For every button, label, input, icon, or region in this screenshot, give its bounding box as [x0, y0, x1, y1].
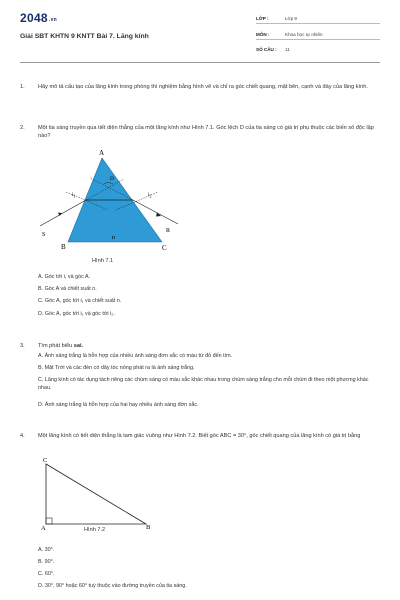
q2-option-d[interactable]: D. Góc A, góc tới i₁ và góc tới i₂. [38, 311, 115, 317]
logo-suffix: .vn [48, 17, 58, 23]
right-angle-mark [46, 518, 52, 524]
question-3 [20, 342, 382, 352]
q3-option-c[interactable]: C. Lăng kính có tác dụng tách riêng các chùm sáng có màu sắc khác nhau trong chùm sáng trắng cho mỗi chùm đi theo một phương khác nhau. [38, 377, 369, 391]
subject-label: MÔN : [256, 32, 270, 37]
deviation-label: D [110, 176, 114, 182]
vertex-a-label: A [99, 149, 105, 157]
vertex-c-label: C [162, 244, 167, 252]
question-2 [20, 124, 382, 144]
q4-option-b[interactable]: B. 90°. [38, 559, 55, 565]
q4-option-c[interactable]: C. 60°. [38, 571, 55, 577]
ray-s-label: S [42, 232, 46, 238]
class-label: LỚP : [256, 16, 269, 21]
question-number: 2. [20, 125, 25, 131]
site-logo[interactable] [20, 11, 57, 25]
question-count-label: SỐ CÂU : [256, 47, 277, 52]
refractive-index-label: n [112, 235, 115, 241]
vertex-b-label: B [61, 243, 66, 251]
page-header [0, 0, 400, 62]
vertex-a-label: A [41, 525, 46, 532]
question-1 [20, 83, 382, 103]
question-text: Tìm phát biểu sai. [38, 343, 84, 349]
q3-option-a[interactable]: A. Ánh sáng trắng là hỗn hợp của nhiều ánh sáng đơn sắc có màu từ đỏ đến tím. [38, 353, 233, 359]
q4-option-d[interactable]: D. 30°, 90° hoặc 60° tuỳ thuộc vào đường truyền của tia sáng. [38, 583, 187, 589]
q4-option-a[interactable]: A. 30°. [38, 547, 55, 553]
figure-7-1-caption: Hình 7.1 [92, 258, 114, 264]
q3-option-d[interactable]: D. Ánh sáng trắng là hỗn hợp của hai hay nhiều ánh sáng đơn sắc. [38, 402, 199, 408]
document-title: Giải SBT KHTN 9 KNTT Bài 7. Lăng kính [20, 33, 149, 40]
question-count-value: 11 [285, 47, 290, 52]
angle-i1-label: $i_1$ [72, 192, 76, 199]
right-triangle [46, 464, 146, 524]
angle-i2-label: $i_2$ [148, 192, 152, 199]
question-number: 4. [20, 433, 25, 439]
subject-underline [256, 39, 380, 40]
question-text: Hãy mô tả cấu tạo của lăng kính trong phòng thí nghiệm bằng hình vẽ và chỉ ra góc chiết quang, mặt bên, cạnh và đáy của lăng kính. [38, 84, 368, 90]
question-number: 3. [20, 343, 25, 349]
q3-option-b[interactable]: B. Mặt Trời và các đèn có dây tóc nóng phát ra là ánh sáng trắng. [38, 365, 195, 371]
logo-text: 2048 [20, 11, 48, 25]
figure-7-1 [28, 146, 198, 256]
vertex-b-label: B [146, 524, 151, 531]
question-number: 1. [20, 84, 25, 90]
class-value: Lớp 9 [285, 16, 297, 21]
q2-option-a[interactable]: A. Góc tới i, và góc A. [38, 274, 91, 280]
vertex-c-label: C [43, 457, 48, 464]
question-text: Một lăng kính có tiết diện thẳng là tam giác vuông như Hình 7.2. Biết góc ABC = 30°, góc chiết quang của lăng kính có giá trị bằng [38, 433, 361, 439]
header-divider [20, 62, 380, 63]
question-text: Một tia sáng truyền qua tiết diện thẳng của một lăng kính như Hình 7.1. Góc lệch D của tia sáng có giá trị phụ thuộc các biến số độc lập nào? [38, 125, 374, 140]
q2-option-c[interactable]: C. Góc A, góc tới i₁ và chiết suất n. [38, 298, 122, 304]
q2-option-b[interactable]: B. Góc A và chiết suất n. [38, 286, 97, 292]
ray-r-label: R [166, 228, 171, 234]
subject-value: Khoa học tự nhiên [285, 32, 323, 37]
class-underline [256, 23, 380, 24]
figure-7-2-caption: Hình 7.2 [84, 527, 106, 533]
question-4 [20, 432, 382, 452]
